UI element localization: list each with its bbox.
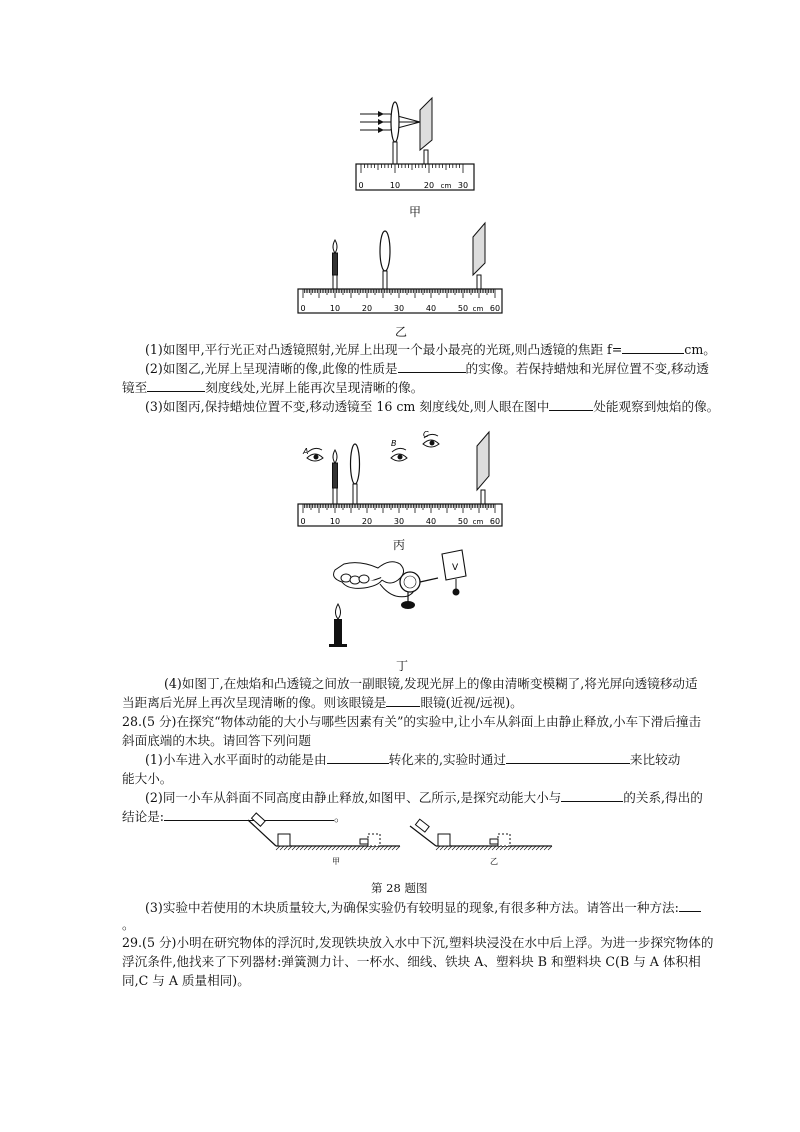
lens-holder — [401, 601, 415, 609]
ruler-label-0: 0 — [300, 517, 306, 526]
ruler-unit: cm — [440, 182, 452, 190]
candle — [333, 450, 338, 504]
ruler-label-10: 10 — [389, 181, 401, 190]
candle — [333, 240, 338, 289]
q27-item4-line1: (4)如图丁,在烛焰和凸透镜之间放一副眼镜,发现光屏上的像由清晰变模糊了,将光屏向透镜移动适 — [164, 676, 698, 691]
ruler-label-50: 50 — [457, 517, 469, 526]
ruler-label-40: 40 — [425, 304, 437, 313]
light-screen — [473, 223, 485, 275]
q28-item1-line1: (1)小车进入水平面时的动能是由 转化来的,实验时通过 来比较动 — [145, 752, 681, 767]
caption-yi: 乙 — [395, 325, 408, 339]
answer-blank-measure-method[interactable] — [506, 751, 630, 764]
q27-item1: (1)如图甲,平行光正对凸透镜照射,光屏上出现一个最小最亮的光斑,则凸透镜的焦距 f= cm。 — [145, 342, 716, 357]
caption-q28: 第 28 题图 — [371, 881, 428, 895]
ruler-label-0: 0 — [300, 304, 306, 313]
answer-blank-eye-position[interactable] — [549, 398, 593, 411]
caption-bing: 丙 — [393, 538, 406, 552]
answer-blank-glasses-type[interactable] — [386, 694, 420, 707]
answer-blank-focal-length[interactable] — [622, 341, 684, 354]
q28-stem-line1: 28.(5 分)在探究“物体动能的大小与哪些因素有关”的实验中,让小车从斜面上由静止释放,小车下滑后撞击 — [122, 714, 702, 729]
light-screen — [442, 550, 466, 596]
answer-blank-variable[interactable] — [561, 789, 623, 802]
q28-item1-line2: 能大小。 — [122, 771, 173, 786]
figure-yi — [295, 215, 505, 315]
answer-blank-image-nature[interactable] — [398, 360, 466, 373]
q27-item2-line1: (2)如图乙,光屏上呈现清晰的像,此像的性质是 的实像。若保持蜡烛和光屏位置不变,移动透 — [145, 361, 709, 376]
light-rays — [360, 114, 420, 130]
candle — [329, 604, 347, 647]
q29-line2: 浮沉条件,他找来了下列器材:弹簧测力计、一杯水、细线、铁块 A、塑料块 B 和塑料块 C(B 与 A 体积相 — [122, 954, 701, 969]
ruler-label-30: 30 — [393, 517, 405, 526]
figure-q28 — [240, 812, 560, 874]
caption-ding: 丁 — [396, 659, 409, 673]
q27-item2-line2: 镜至 刻度线处,光屏上能再次呈现清晰的像。 — [122, 380, 424, 395]
glasses-icon — [400, 572, 438, 592]
eye-label-b: B — [391, 439, 397, 448]
ruler-label-30: 30 — [393, 304, 405, 313]
answer-blank-energy-source[interactable] — [327, 751, 389, 764]
eye-b-icon — [391, 448, 407, 461]
ray-arrows — [378, 111, 384, 133]
answer-blank-lens-position[interactable] — [147, 379, 205, 392]
q28-item3-line1: (3)实验中若使用的木块质量较大,为确保实验仍有较明显的现象,有很多种方法。请答出一种方法: — [145, 898, 701, 917]
ruler-label-60: 60 — [489, 517, 501, 526]
figure-bing — [295, 428, 505, 528]
ruler-label-50: 50 — [457, 304, 469, 313]
convex-lens — [391, 102, 399, 142]
q29-line3: 同,C 与 A 质量相同)。 — [122, 973, 250, 988]
q28-item3-line2: 。 — [122, 917, 135, 932]
ruler-label-60: 60 — [489, 304, 501, 313]
ruler-label-20: 20 — [423, 181, 435, 190]
ruler-label-20: 20 — [361, 304, 373, 313]
answer-blank-method[interactable] — [679, 899, 701, 912]
figure-ding — [320, 548, 480, 653]
q27-item3: (3)如图丙,保持蜡烛位置不变,移动透镜至 16 cm 刻度线处,则人眼在图中 处能观察到烛焰的像。 — [145, 399, 720, 414]
convex-lens — [351, 444, 360, 484]
ruler-label-10: 10 — [329, 304, 341, 313]
ruler-label-20: 20 — [361, 517, 373, 526]
fig28-label-jia: 甲 — [332, 857, 340, 866]
light-screen — [420, 98, 432, 150]
eye-label-c: C — [423, 430, 429, 439]
ramp-setup-jia — [248, 813, 400, 850]
eye-a-icon — [307, 448, 323, 461]
ruler-label-30: 30 — [457, 181, 469, 190]
ruler-unit: cm — [472, 305, 484, 313]
eye-label-a: A — [303, 447, 309, 456]
ruler-label-0: 0 — [358, 181, 364, 190]
q27-item4-line2: 当距离后光屏上再次呈现清晰的像。则该眼镜是 眼镜(近视/远视)。 — [122, 695, 523, 710]
ramp-setup-yi — [410, 819, 552, 850]
q29-line1: 29.(5 分)小明在研究物体的浮沉时,发现铁块放入水中下沉,塑料块浸没在水中后上浮。为进一步探究物体的 — [122, 935, 714, 950]
light-screen — [477, 432, 489, 490]
q28-item2-line2: 结论是: 。 — [122, 809, 347, 824]
q28-stem-line2: 斜面底端的木块。请回答下列问题 — [122, 733, 311, 748]
caption-jia: 甲 — [409, 205, 422, 219]
ruler-unit: cm — [472, 518, 484, 526]
q28-item2-line1: (2)同一小车从斜面不同高度由静止释放,如图甲、乙所示,是探究动能大小与 的关系,得出的 — [145, 790, 703, 805]
screen-mark: V — [452, 563, 459, 573]
figure-jia — [350, 92, 480, 197]
fig28-label-yi: 乙 — [490, 857, 498, 866]
ruler-label-10: 10 — [329, 517, 341, 526]
convex-lens — [380, 231, 390, 271]
ruler-label-40: 40 — [425, 517, 437, 526]
